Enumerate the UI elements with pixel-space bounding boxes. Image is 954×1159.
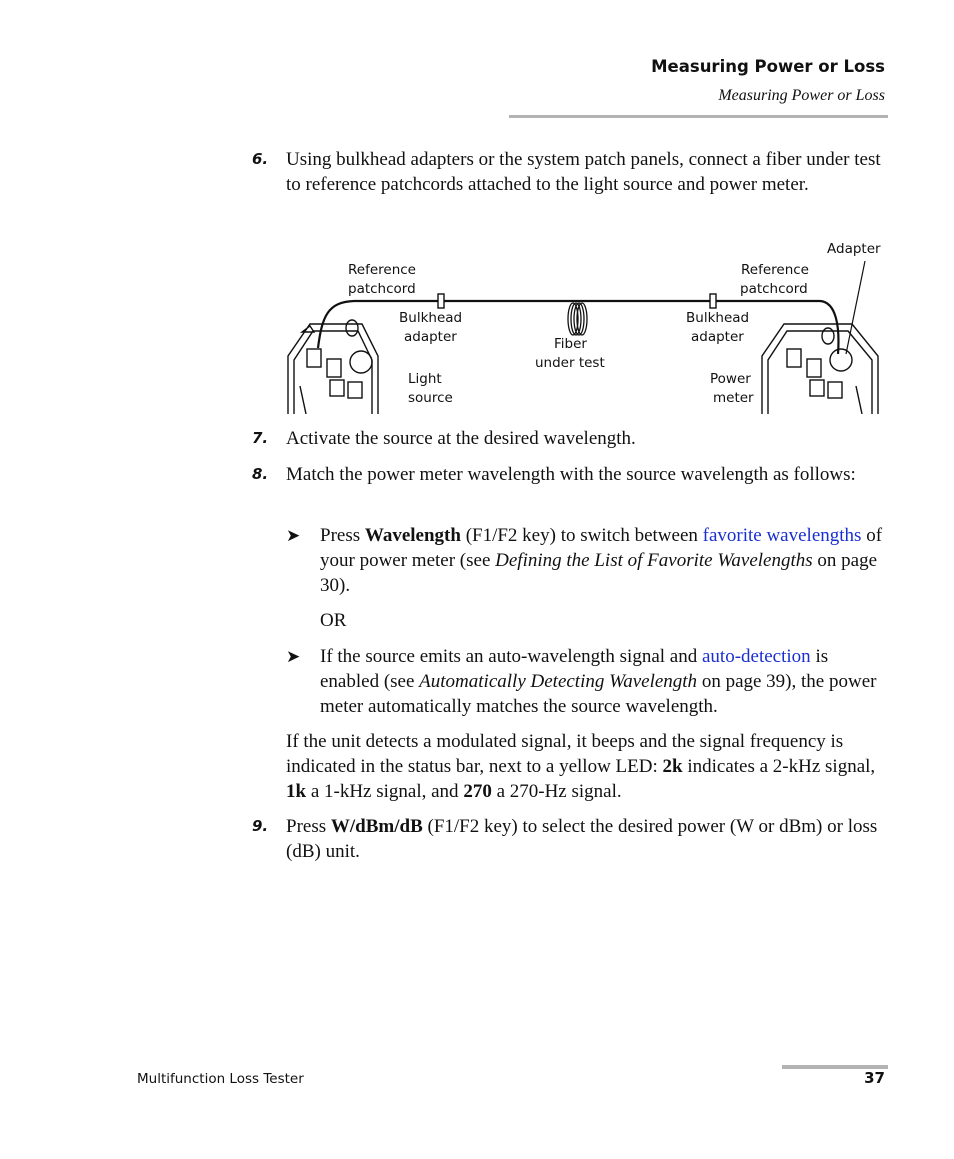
wavelength-key: Wavelength [364,525,461,546]
cross-reference: Automatically Detecting Wavelength [419,671,698,692]
label-ref-right-1: Reference [741,262,809,278]
step-text: Using bulkhead adapters or the system patch panels, connect a fiber under test to reference patchcords attached to the light source and power meter. [286,149,881,195]
value-2k: 2k [662,756,683,777]
label-light-1: Light [408,371,442,387]
bullet-text: on page 30). [320,550,878,596]
label-fiber-2: under test [535,355,605,371]
step-number: 8. [252,465,269,483]
value-1k: 1k [286,781,307,802]
label-light-2: source [408,390,453,406]
value-270: 270 [463,781,492,802]
label-bulk-left-2: adapter [404,329,457,345]
or-text: OR [320,610,347,631]
step-8 [252,462,888,487]
cross-reference: Defining the List of Favorite Wavelengths [495,550,813,571]
bullet-text: on page 39), the power meter automatically matches the source wavelength. [320,671,877,717]
para-text: indicates a 2-kHz signal, [687,756,876,777]
bullet-text: If the source emits an auto-wavelength signal and [320,646,698,667]
power-meter-device-icon [762,324,878,414]
footer-product-name: Multifunction Loss Tester [137,1071,304,1087]
step-text: Activate the source at the desired wavelength. [286,428,636,449]
arrow-bullet-icon: ➤ [286,647,301,667]
label-power-1: Power [710,371,751,387]
step-6 [252,147,888,197]
bullet-favorite-wavelengths [286,523,888,598]
label-bulk-right-2: adapter [691,329,744,345]
step-9 [252,814,888,864]
para-text: a 270-Hz signal. [496,781,622,802]
bulkhead-adapter-left [438,294,444,308]
label-bulk-left-1: Bulkhead [399,310,463,326]
label-power-2: meter [713,390,754,406]
favorite-wavelengths-link[interactable]: favorite wavelengths [702,525,862,546]
header-title: Measuring Power or Loss [651,57,885,76]
step-number: 6. [252,150,269,168]
w-dbm-db-key: W/dBm/dB [330,816,423,837]
bullet-text: of your power meter (see [320,525,883,571]
step-text: Match the power meter wavelength with the source wavelength as follows: [286,464,856,485]
bullet-text: (F1/F2 key) to switch between [465,525,698,546]
page-number: 37 [864,1069,885,1087]
header-subtitle: Measuring Power or Loss [718,87,885,104]
label-ref-left-1: Reference [348,262,416,278]
label-ref-left-2: patchcord [348,281,416,297]
label-adapter: Adapter [827,241,881,257]
header-rule [509,115,888,118]
step-text: (F1/F2 key) to select the desired power (W or dBm) or loss (dB) unit. [286,816,878,862]
bullet-text: is enabled (see [320,646,829,692]
modulated-signal-paragraph [286,729,888,804]
step-number: 9. [252,817,269,835]
bullet-auto-detection [286,644,888,719]
label-fiber-1: Fiber [554,336,587,352]
label-ref-right-2: patchcord [740,281,808,297]
light-source-device-icon [288,320,378,414]
auto-detection-link[interactable]: auto-detection [702,646,811,667]
fiber-coil-icon [568,303,587,335]
para-text: If the unit detects a modulated signal, it beeps and the signal frequency is indicated in the status bar, next to a yellow LED: [286,731,844,777]
step-7 [252,426,888,451]
para-text: a 1-kHz signal, and [310,781,459,802]
arrow-bullet-icon: ➤ [286,526,301,546]
label-bulk-right-1: Bulkhead [686,310,750,326]
step-text: Press [286,816,327,837]
step-number: 7. [252,429,269,447]
bulkhead-adapter-right [710,294,716,308]
bullet-text: Press [320,525,361,546]
connection-diagram [280,236,888,414]
